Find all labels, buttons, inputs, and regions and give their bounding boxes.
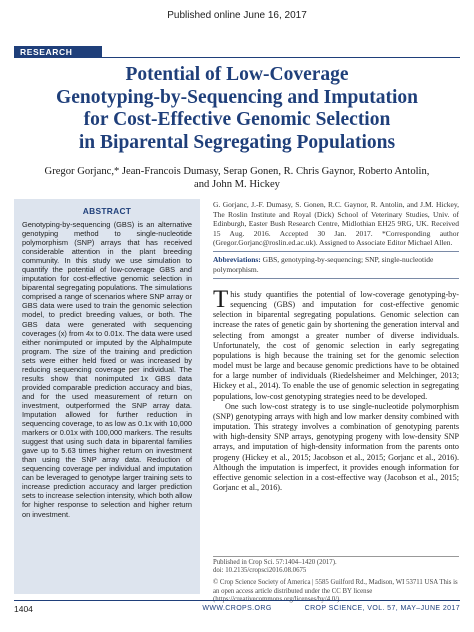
author-list [20,165,454,191]
abbreviations-top-rule [213,251,459,252]
author-line: Gregor Gorjanc,* Jean-Francois Dumasy, Serap Gonen, R. Chris Gaynor, Roberto Antolin, [44,166,430,177]
journal-website: WWW.CROPS.ORG [202,605,272,612]
abstract-panel [14,199,200,594]
footnote-rule [213,556,459,557]
author-line: and John M. Hickey [194,179,280,190]
body-paragraph: One such low-cost strategy is to use single-nucleotide polymorphism (SNP) genotyping arrays with high and low marker density combined with imputation. This strategy involves a combination of genotyping parents with high-density SNP arrays, genotyping progeny with low-density SNP arrays, and imputation of high-density information from the parents onto progeny (Hickey et al., 2015; Jacobson et al., 2015; Gorjanc et al., 2016). Although the imputation is imperfect, it provides enough information for effective genomic selection in a cost-effective way (Jacobson et al., 2015; Gorjanc et al., 2016). [213,401,459,492]
published-online-date: Published online June 16, 2017 [167,10,307,21]
footer-rule [14,600,460,601]
paragraph-text: his study quantifies the potential of low-coverage genotyping-by-sequencing (GBS) and imputation for cost-effective genomic selection in biparental segregating populations. Genomic selection can increase the rates of genetic gain by shortening the generation interval and selecting from amongst a greater number of diverse individuals. Unfortunately, the cost of genomic selection in early segregating populations is high because the training set for the genomic selection model must be large and because genomic predictions have to be obtained for a large number of individuals (Riedelsheimer and Melchinger, 2013; Hickey et al., 2014). To enable the use of genomic selection in segregating populations, low-cost genotyping strategies need to be developed. [213,290,459,401]
abbreviations-text: GBS, genotyping-by-sequencing; SNP, single-nucleotide polymorphism. [213,255,434,274]
footnotes [213,559,459,604]
abstract-heading: ABSTRACT [82,206,132,216]
body-paragraph [213,286,459,402]
copyright-notice: © Crop Science Society of America | 5585 Guilford Rd., Madison, WI 53711 USA This is an open access article distributed under the CC BY license [213,579,458,595]
article-title [30,64,444,154]
doi: doi: 10.2135/cropsci2016.08.0675 [213,567,307,575]
page-number: 1404 [14,604,33,614]
abstract-text: Genotyping-by-sequencing (GBS) is an alternative genotyping method to single-nucleotide polymorphism (SNP) arrays that has received considerable attention in the plant breeding community. In this study we use simulation to quantify the potential of low-coverage GBS and imputation for cost-effective genomic selection in biparental segregating populations. The simulations comprised a range of scenarios where SNP array or GBS data were used to train the genomic selection model, to predict breeding values, or both. The GBS data were generated with sequencing coverages (x) from 4x to 0.01x. The data were used either nonimputed or imputed by the AlphaImpute program. The size of the training and prediction sets were either held fixed or was increased by reducing sequencing coverage per individual. The results show that nonimputed 1x GBS data provided comparable prediction accuracy and bias, and for the used measurement of return on investment, outperformed the SNP array data. Imputation allowed for further reduction in sequencing coverage, to as low as 0.1x with 10,000 markers or 0.01x with 100,000 markers. The results suggest that using such data in biparental families gave up to 5.63 times higher return on investment than using the SNP array data. Reduction of sequencing coverage per individual and imputation can be leveraged to genotype larger training sets to increase prediction accuracy and larger prediction sets to increase selection intensity, which both allow for higher response to selection and higher return on investment. [22,220,192,519]
title-line: in Biparental Segregating Populations [78,131,396,153]
title-line: Potential of Low-Coverage [125,64,349,85]
abbreviations [213,255,459,274]
abbreviations-bottom-rule [213,278,459,279]
author-affiliation-citation: G. Gorjanc, J.-F. Dumasy, S. Gonen, R.C. Gaynor, R. Antolin, and J.M. Hickey, The Roslin Institute and Royal (Dick) School of Veterinary Studies, Univ. of Edinburgh, Easter Bush Research Centre, Midlothian EH25 9RG, UK. Received 15 Aug. 2016. Accepted 30 Jan. 2017. *Corresponding author (Gregor.Gorjanc@roslin.ed.ac.uk). Assigned to Associate Editor Michael Allen. [213,200,459,248]
journal-issue: CROP SCIENCE, VOL. 57, MAY–JUNE 2017 [304,605,460,612]
body-text [213,286,459,493]
section-rule [14,57,460,58]
title-line: Genotyping-by-Sequencing and Imputation [56,86,418,108]
title-line: for Cost-Effective Genomic Selection [83,109,391,130]
abbreviations-label: Abbreviations: [213,255,261,264]
published-in: Published in Crop Sci. 57:1404–1420 (2017). [213,559,337,566]
section-badge: RESEARCH [14,46,102,58]
drop-cap: T [213,286,229,313]
